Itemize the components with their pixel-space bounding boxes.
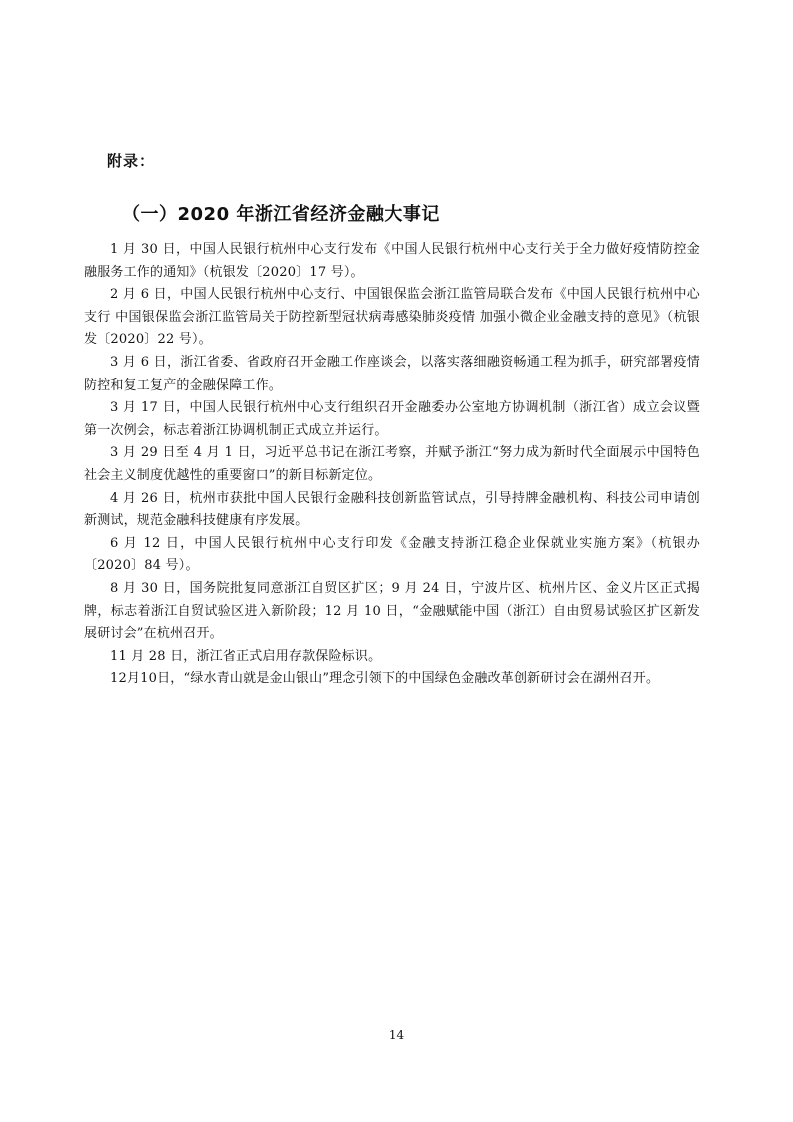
section-title: （一）2020 年浙江省经济金融大事记 xyxy=(122,204,440,225)
event-paragraph: 6 月 12 日，中国人民银行杭州中心支行印发《金融支持浙江稳企业保就业实施方案》（杭银办〔2020〕84 号）。 xyxy=(84,535,700,574)
page-number: 14 xyxy=(388,1028,405,1042)
event-paragraph: 8 月 30 日，国务院批复同意浙江自贸区扩区；9 月 24 日，宁波片区、杭州片区、金义片区正式揭牌，标志着浙江自贸试验区进入新阶段；12 月 10 日，“金融赋能中国（浙江）自由贸易试验区扩区新发展研讨会”在杭州召开。 xyxy=(84,580,700,642)
event-paragraph: 1 月 30 日，中国人民银行杭州中心支行发布《中国人民银行杭州中心支行关于全力做好疫情防控金融服务工作的通知》（杭银发〔2020〕17 号）。 xyxy=(84,242,700,280)
event-paragraph: 11 月 28 日，浙江省正式启用存款保险标识。 xyxy=(110,648,382,664)
event-paragraph: 12月10日，“绿水青山就是金山银山”理念引领下的中国绿色金融改革创新研讨会在湖州召开。 xyxy=(110,671,660,687)
event-paragraph: 3 月 29 日至 4 月 1 日，习近平总书记在浙江考察，并赋予浙江“努力成为新时代全面展示中国特色社会主义制度优越性的重要窗口”的新目标新定位。 xyxy=(84,445,700,483)
appendix-label: 附录： xyxy=(107,152,156,170)
event-paragraph: 4 月 26 日，杭州市获批中国人民银行金融科技创新监管试点，引导持牌金融机构、科技公司申请创新测试，规范金融科技健康有序发展。 xyxy=(84,490,700,529)
event-list xyxy=(84,239,700,691)
event-paragraph: 2 月 6 日，中国人民银行杭州中心支行、中国银保监会浙江监管局联合发布《中国人民银行杭州中心支行 中国银保监会浙江监管局关于防控新型冠状病毒感染肺炎疫情 加强小微企业金融支持的意见》（杭银发〔2020〕22 号）。 xyxy=(84,287,700,348)
event-paragraph: 3 月 6 日，浙江省委、省政府召开金融工作座谈会，以落实落细融资畅通工程为抓手，研究部署疫情防控和复工复产的金融保障工作。 xyxy=(84,354,700,393)
event-paragraph: 3 月 17 日，中国人民银行杭州中心支行组织召开金融委办公室地方协调机制（浙江省）成立会议暨第一次例会，标志着浙江协调机制正式成立并运行。 xyxy=(84,400,700,438)
